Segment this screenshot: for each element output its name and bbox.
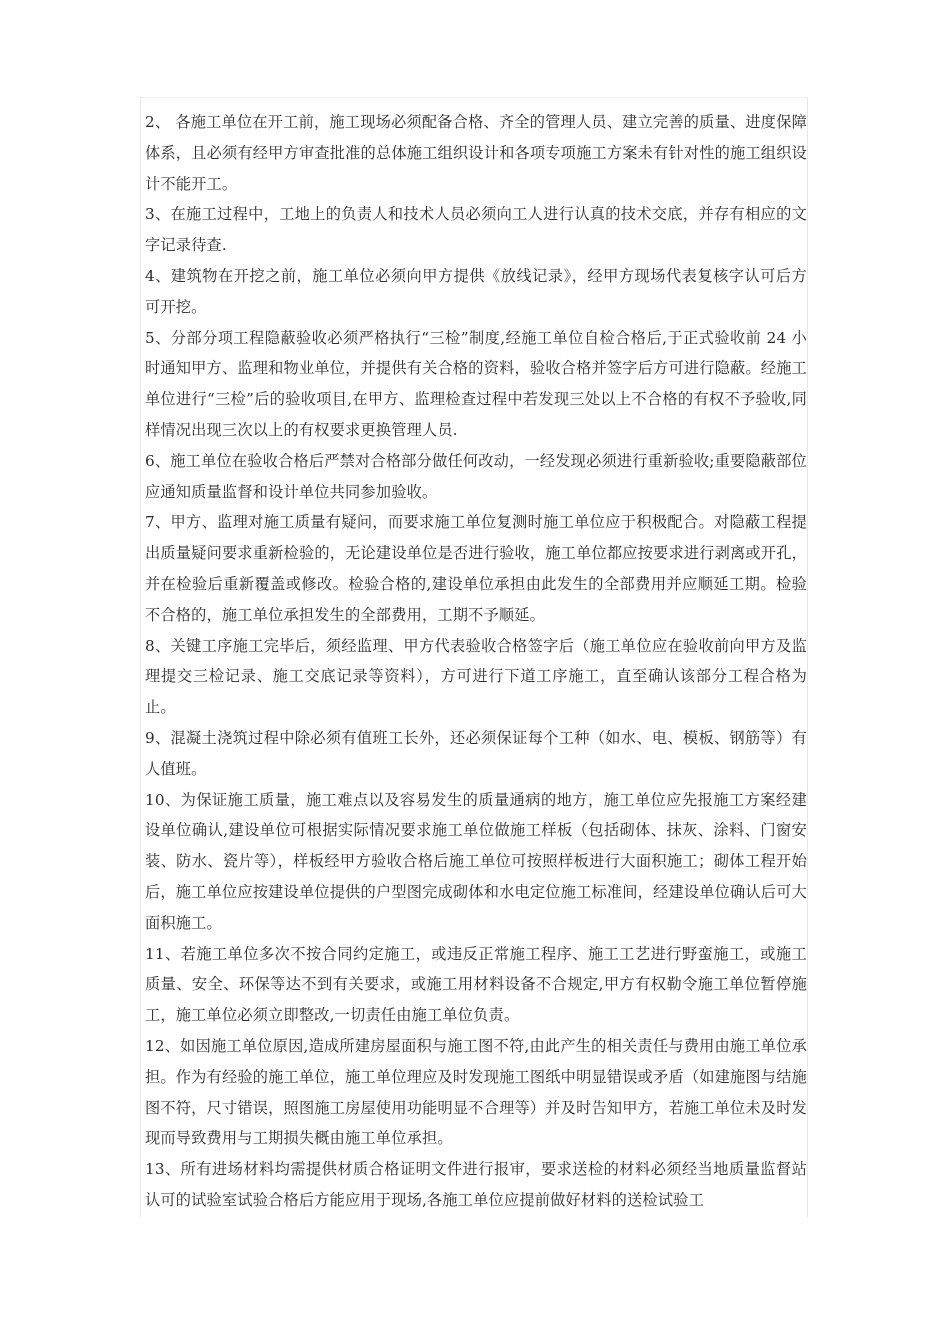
paragraph-item-8: 8、关键工序施工完毕后，须经监理、甲方代表验收合格签字后（施工单位应在验收前向甲方及监理提交三检记录、施工交底记录等资料），方可进行下道工序施工，直至确认该部分工程合格为止。 [145, 636, 807, 717]
paragraph-item-5: 5、分部分项工程隐蔽验收必须严格执行“三检”制度,经施工单位自检合格后,于正式验收前 24 小时通知甲方、监理和物业单位，并提供有关合格的资料，验收合格并签字后方可进行隐蔽。经施工单位进行“三检”后的验收项目,在甲方、监理检查过程中若发现三处以上不合格的有权不予验收,同样情况出现三次以上的有权要求更换管理人员. [145, 328, 807, 439]
paragraph-item-4: 4、建筑物在开挖之前，施工单位必须向甲方提供《放线记录》，经甲方现场代表复核字认可后方可开挖。 [145, 266, 807, 316]
paragraph-item-9: 9、混凝土浇筑过程中除必须有值班工长外，还必须保证每个工种（如水、电、模板、钢筋等）有人值班。 [145, 728, 807, 778]
paragraph-item-13: 13、所有进场材料均需提供材质合格证明文件进行报审，要求送检的材料必须经当地质量监督站认可的试验室试验合格后方能应用于现场,各施工单位应提前做好材料的送检试验工 [145, 1160, 807, 1209]
document-page [140, 97, 808, 1217]
paragraph-item-10: 10、为保证施工质量，施工难点以及容易发生的质量通病的地方，施工单位应先报施工方案经建设单位确认,建设单位可根据实际情况要求施工单位做施工样板（包括砌体、抹灰、涂料、门窗安装、防水、瓷片等），样板经甲方验收合格后施工单位可按照样板进行大面积施工；砌体工程开始后，施工单位应按建设单位提供的户型图完成砌体和水电定位施工标准间，经建设单位确认后可大面积施工。 [145, 790, 807, 932]
paragraph-item-2: 2、 各施工单位在开工前，施工现场必须配备合格、齐全的管理人员、建立完善的质量、进度保障体系，且必须有经甲方审查批准的总体施工组织设计和各项专项施工方案未有针对性的施工组织设计不能开工。 [145, 113, 807, 193]
paragraph-item-11: 11、若施工单位多次不按合同约定施工，或违反正常施工程序、施工工艺进行野蛮施工，或施工质量、安全、环保等达不到有关要求，或施工用材料设备不合规定,甲方有权勒令施工单位暂停施工，施工单位必须立即整改,一切责任由施工单位负责。 [145, 944, 807, 1025]
paragraph-item-7: 7、甲方、监理对施工质量有疑问，而要求施工单位复测时施工单位应于积极配合。对隐蔽工程提出质量疑问要求重新检验的，无论建设单位是否进行验收，施工单位都应按要求进行剥离或开孔，并在检验后重新覆盖或修改。检验合格的,建设单位承担由此发生的全部费用并应顺延工期。检验不合格的，施工单位承担发生的全部费用，工期不予顺延。 [145, 513, 807, 624]
paragraph-item-3: 3、在施工过程中，工地上的负责人和技术人员必须向工人进行认真的技术交底，并存有相应的文字记录待查. [145, 205, 807, 255]
paragraph-item-12: 12、如因施工单位原因,造成所建房屋面积与施工图不符,由此产生的相关责任与费用由施工单位承担。作为有经验的施工单位，施工单位理应及时发现施工图纸中明显错误或矛盾（如建施图与结施图不符，尺寸错误，照图施工房屋使用功能明显不合理等）并及时告知甲方，若施工单位未及时发现而导致费用与工期损失概由施工单位承担。 [145, 1036, 807, 1148]
document-body [145, 107, 807, 1216]
paragraph-item-6: 6、施工单位在验收合格后严禁对合格部分做任何改动，一经发现必须进行重新验收;重要隐蔽部位应通知质量监督和设计单位共同参加验收。 [145, 451, 807, 501]
